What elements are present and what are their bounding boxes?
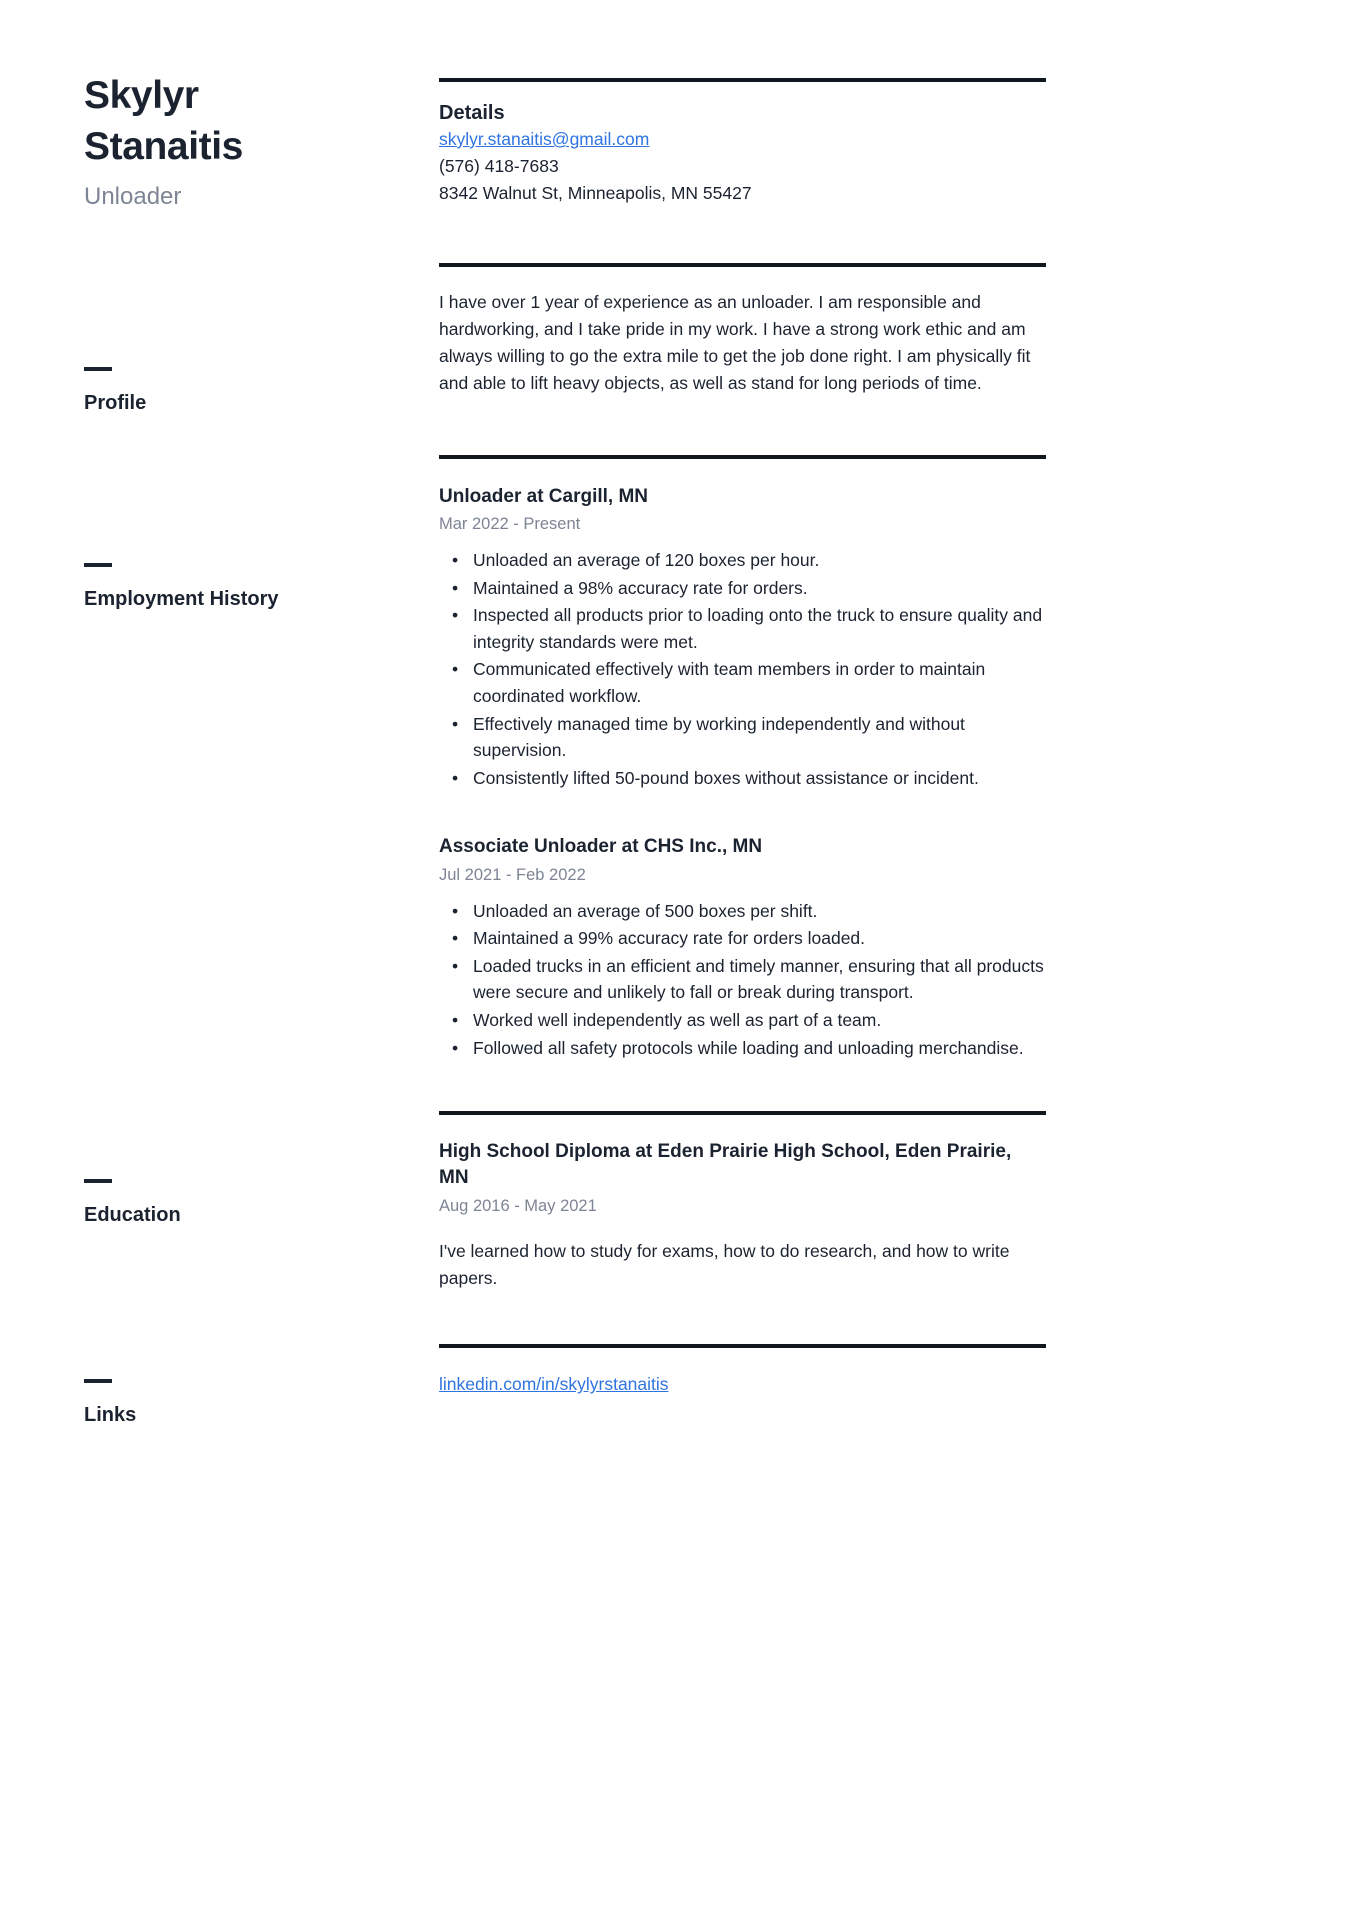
- sidebar-section-profile: [84, 367, 415, 415]
- list-item: • Communicated effectively with team members in order to maintain coordinated workflow.: [473, 656, 1046, 709]
- resume-main: [439, 62, 1046, 1398]
- first-name: Skylyr: [84, 74, 199, 117]
- last-name: Stanaitis: [84, 125, 243, 169]
- education-entry-title: High School Diploma at Eden Prairie High School, Eden Prairie, MN: [439, 1141, 1012, 1188]
- section-divider: [439, 263, 1046, 267]
- employment-entry-title: Unloader at Cargill, MN: [439, 485, 649, 507]
- section-dash-icon: [84, 367, 112, 371]
- list-item: • Loaded trucks in an efficient and timely manner, ensuring that all products were secure and unlikely to fall or break during transport.: [473, 953, 1046, 1006]
- section-dash-icon: [84, 563, 112, 567]
- sidebar-label-profile: Profile: [84, 391, 147, 414]
- employment-entry: [439, 484, 1046, 792]
- sidebar-label-employment: Employment History: [84, 587, 279, 610]
- section-divider: [439, 455, 1046, 459]
- section-dash-icon: [84, 1179, 112, 1183]
- links-section: [439, 1344, 1046, 1398]
- details-address: 8342 Walnut St, Minneapolis, MN 55427: [439, 182, 752, 203]
- details-email-row: [439, 126, 1046, 153]
- employment-entry: [439, 834, 1046, 1061]
- list-item: • Maintained a 98% accuracy rate for orders.: [473, 575, 1046, 602]
- profile-text: I have over 1 year of experience as an unloader. I am responsible and hardworking, and I take pride in my work. I have a strong work ethic and am always willing to go the extra mile to get the job done right. I am physically fit and able to lift heavy objects, as well as stand for long periods of time.: [439, 291, 1031, 393]
- details-heading: Details: [439, 102, 505, 124]
- list-item: • Followed all safety protocols while loading and unloading merchandise.: [473, 1035, 1046, 1062]
- list-item: • Unloaded an average of 500 boxes per shift.: [473, 898, 1046, 925]
- list-item: • Effectively managed time by working independently and without supervision.: [473, 711, 1046, 764]
- employment-entry-date: Jul 2021 - Feb 2022: [439, 865, 586, 884]
- education-section: [439, 1111, 1046, 1292]
- details-phone: (576) 418-7683: [439, 155, 559, 176]
- employment-entry-bullets: [439, 547, 1046, 791]
- list-item: • Inspected all products prior to loading onto the truck to ensure quality and integrity standards were met.: [473, 602, 1046, 655]
- profile-section: [439, 263, 1046, 397]
- job-title: Unloader: [84, 182, 182, 210]
- links-list: [439, 1371, 1046, 1398]
- education-entry-date: Aug 2016 - May 2021: [439, 1196, 597, 1215]
- sidebar-section-employment: [84, 563, 415, 611]
- education-entry: [439, 1139, 1046, 1292]
- section-dash-icon: [84, 1379, 112, 1383]
- employment-entry-bullets: [439, 898, 1046, 1062]
- resume-sidebar: [84, 62, 439, 1427]
- sidebar-label-education: Education: [84, 1203, 181, 1226]
- list-item: • Maintained a 99% accuracy rate for orders loaded.: [473, 925, 1046, 952]
- sidebar-section-links: [84, 1379, 415, 1427]
- employment-entry-title: Associate Unloader at CHS Inc., MN: [439, 836, 763, 858]
- section-divider: [439, 1111, 1046, 1115]
- sidebar-label-links: Links: [84, 1403, 137, 1426]
- list-item: • Unloaded an average of 120 boxes per hour.: [473, 547, 1046, 574]
- linkedin-link[interactable]: linkedin.com/in/skylyrstanaitis: [439, 1374, 669, 1395]
- employment-section: [439, 455, 1046, 1062]
- education-entry-description: I've learned how to study for exams, how to do research, and how to write papers.: [439, 1241, 1010, 1289]
- list-item: • Worked well independently as well as part of a team.: [473, 1007, 1046, 1034]
- section-divider: [439, 1344, 1046, 1348]
- details-section: [439, 78, 1046, 207]
- employment-entry-date: Mar 2022 - Present: [439, 515, 581, 534]
- sidebar-section-education: [84, 1179, 415, 1227]
- section-divider: [439, 78, 1046, 82]
- list-item: • Consistently lifted 50-pound boxes without assistance or incident.: [473, 765, 1046, 792]
- email-link[interactable]: skylyr.stanaitis@gmail.com: [439, 129, 650, 149]
- name-block: [84, 62, 415, 215]
